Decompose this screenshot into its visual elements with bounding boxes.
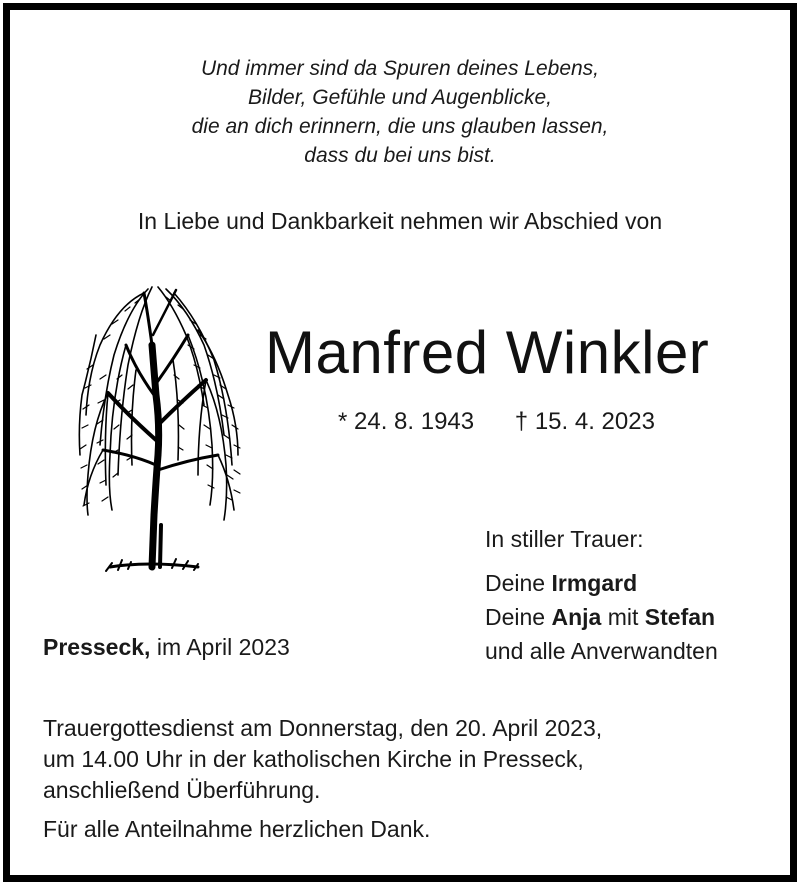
place-town: Presseck,: [43, 634, 151, 660]
poem-line: Bilder, Gefühle und Augenblicke,: [248, 86, 552, 109]
service-line: anschließend Überführung.: [43, 777, 321, 803]
weeping-willow-icon: [48, 275, 248, 585]
mourner-connector: mit: [601, 604, 645, 630]
mourner-name: Irmgard: [551, 570, 638, 596]
poem-line: dass du bei uns bist.: [304, 144, 496, 167]
place-month: im April 2023: [150, 634, 290, 660]
poem-line: Und immer sind da Spuren deines Lebens,: [200, 57, 600, 80]
mourner-name: Stefan: [644, 604, 716, 630]
service-line: um 14.00 Uhr in der katholischen Kirche in Presseck,: [43, 746, 584, 772]
death-date: † 15. 4. 2023: [514, 408, 655, 435]
poem-line: die an dich erinnern, die uns glauben lassen,: [191, 115, 609, 138]
mourner-line: [485, 600, 718, 634]
mourners-block: [485, 522, 718, 668]
mourner-line: [485, 566, 718, 600]
mourner-prefix: Deine: [485, 570, 552, 596]
mourner-line: und alle Anverwandten: [485, 638, 718, 664]
place-date: [43, 634, 290, 661]
obituary-frame: [3, 3, 797, 882]
mourners-heading: In stiller Trauer:: [485, 526, 644, 552]
mourner-name: Anja: [551, 604, 602, 630]
thanks-text: Für alle Anteilnahme herzlichen Dank.: [43, 816, 431, 842]
intro-text: In Liebe und Dankbarkeit nehmen wir Abschied von: [137, 208, 663, 234]
service-info: [43, 713, 602, 806]
deceased-name: Manfred Winkler: [265, 319, 710, 386]
service-line: Trauergottesdienst am Donnerstag, den 20. April 2023,: [43, 715, 603, 741]
mourner-prefix: Deine: [485, 604, 552, 630]
life-dates: [338, 408, 655, 436]
birth-date: * 24. 8. 1943: [338, 408, 475, 435]
poem: [10, 54, 790, 170]
